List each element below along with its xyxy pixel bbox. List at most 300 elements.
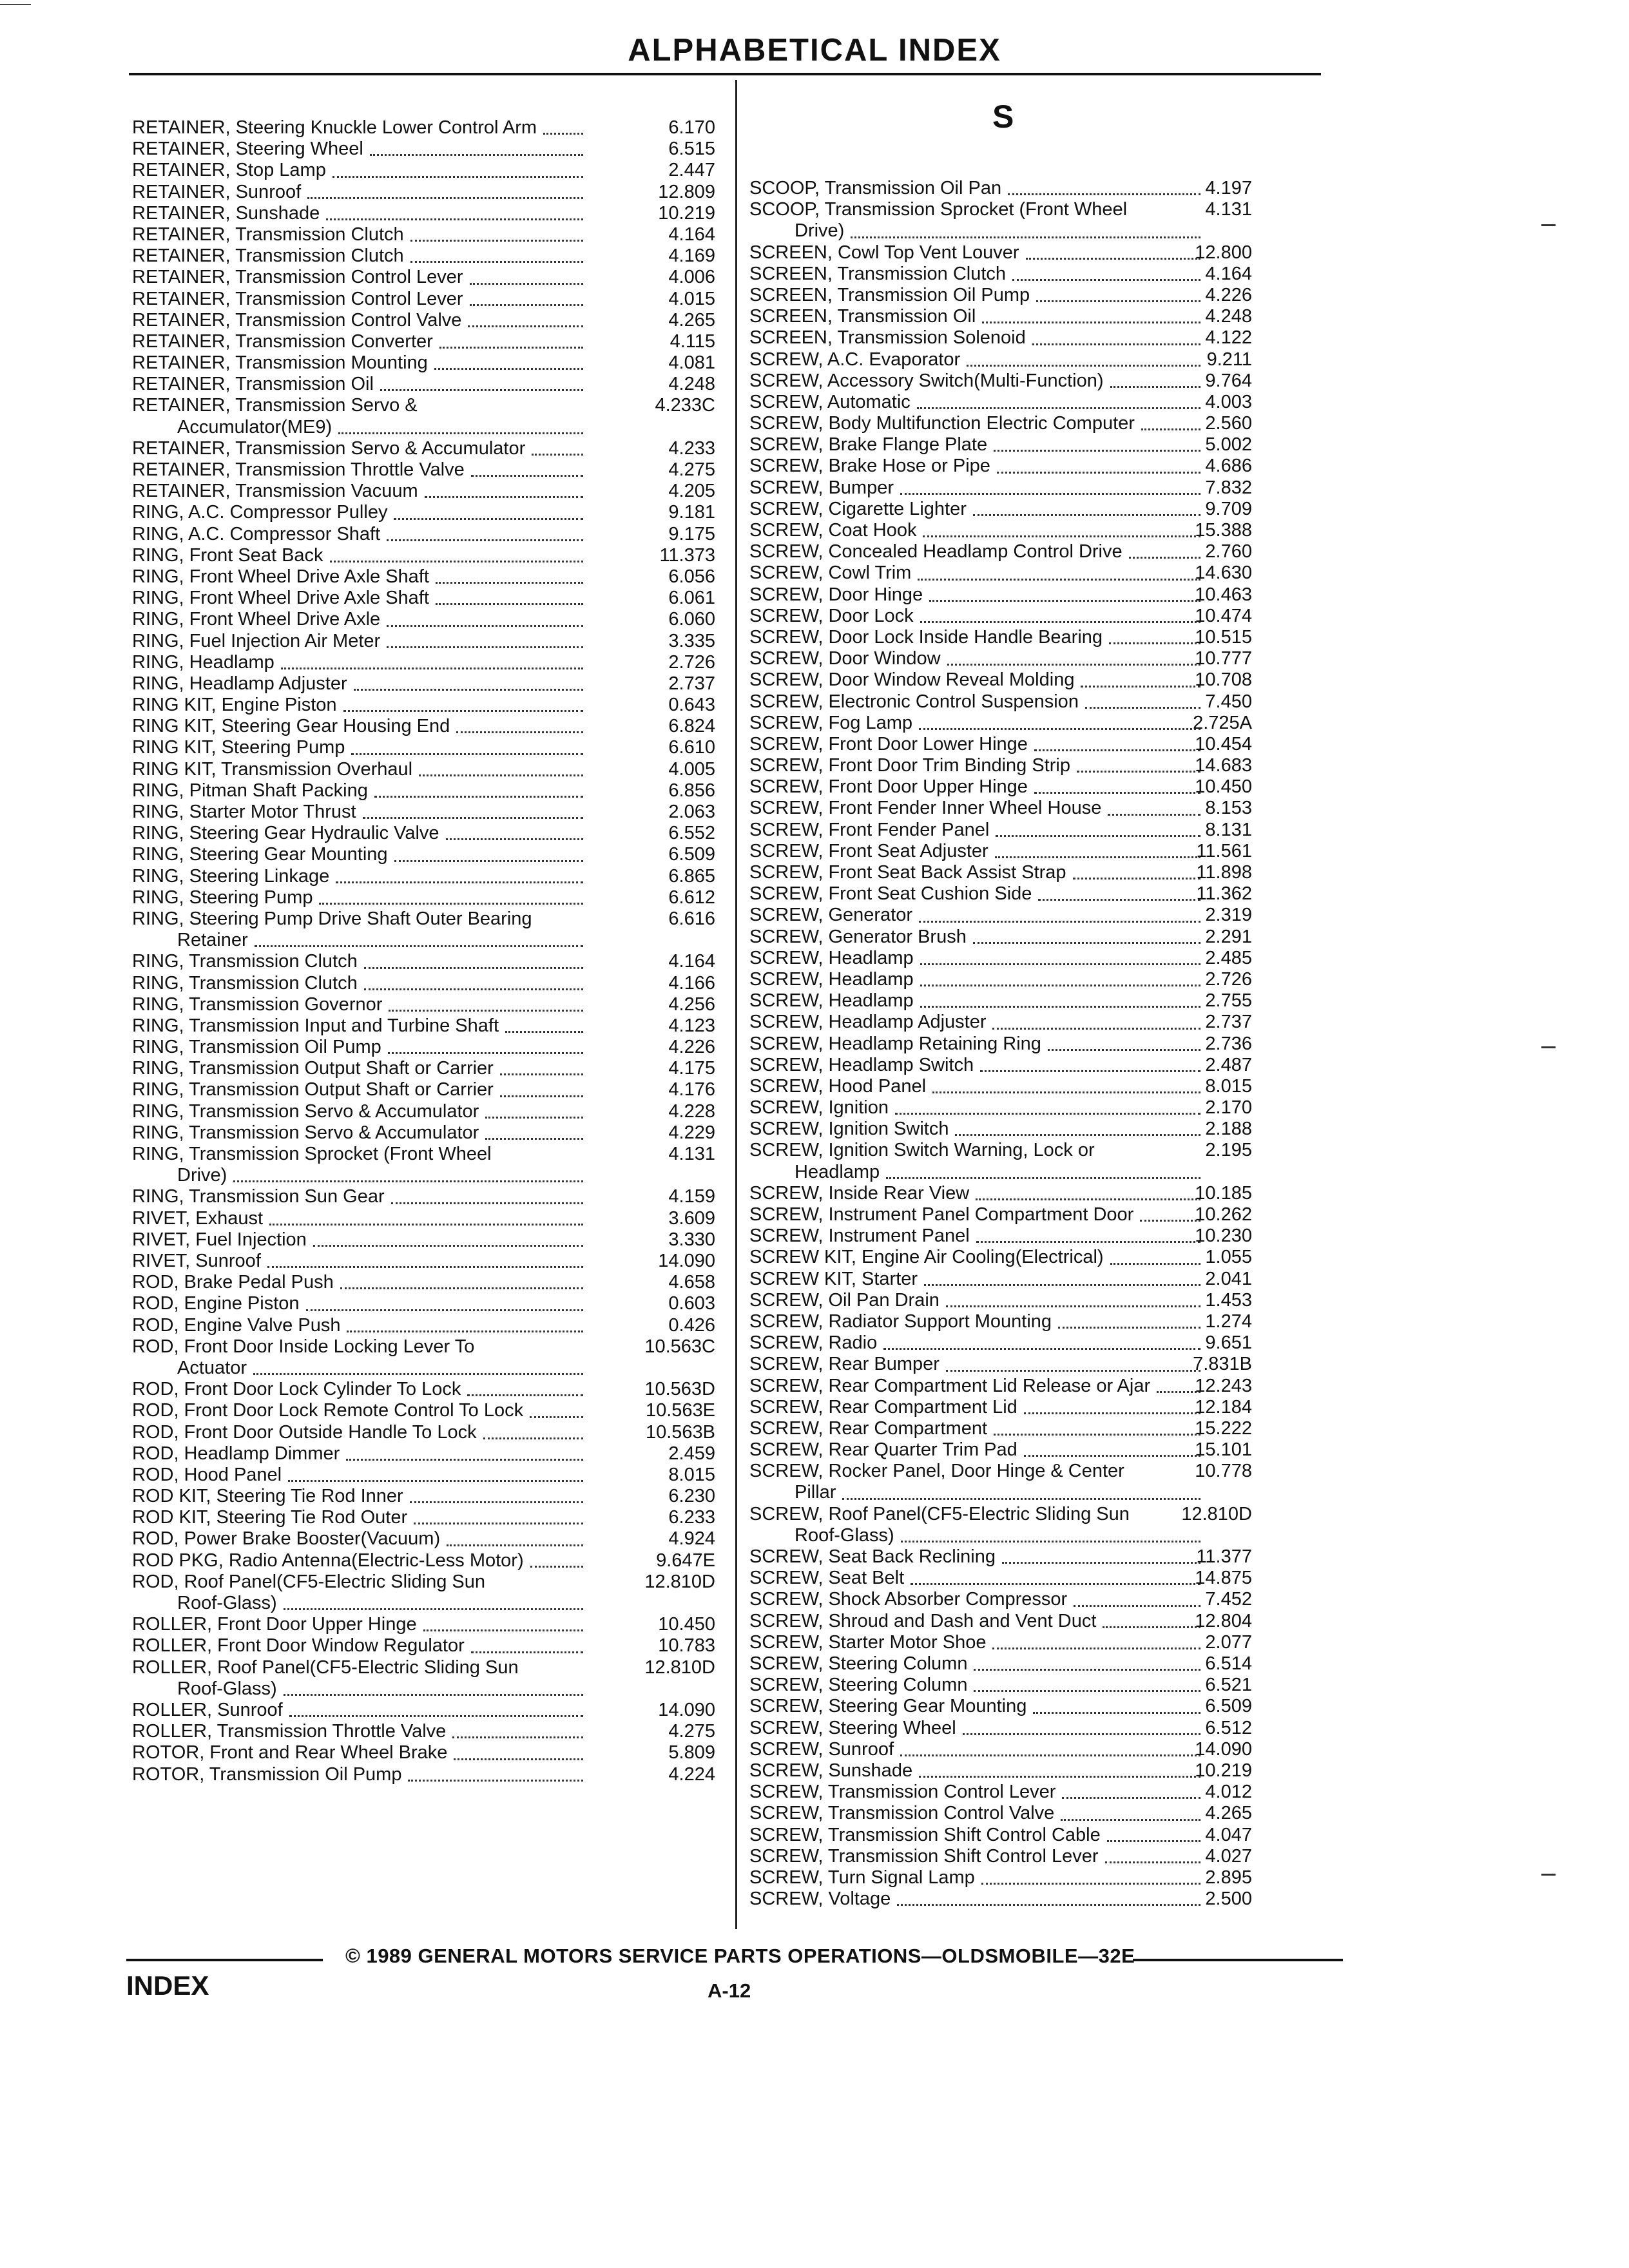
entry-page-number: 15.388 [1195,520,1252,541]
index-entry [749,1782,1252,1803]
entry-page-number: 2.736 [1205,1033,1252,1054]
entry-page-number: 4.229 [668,1122,715,1143]
entry-page-number: 6.233 [668,1507,715,1528]
dot-leader [288,1480,583,1482]
entry-page-number: 0.426 [668,1314,715,1336]
index-entry [132,160,718,181]
dot-leader [387,539,583,541]
index-entry [749,306,1252,327]
dot-leader [485,1117,583,1119]
dot-leader [340,1287,583,1289]
entry-label: SCREW, Front Door Upper Hinge [749,776,1028,798]
index-entry [749,1803,1252,1824]
entry-label: RING, Transmission Oil Pump [132,1037,381,1058]
entry-label: SCREW, Instrument Panel Compartment Door [749,1204,1134,1225]
entry-page-number: 9.764 [1205,370,1252,391]
dot-leader [992,1028,1200,1030]
entry-page-number: 8.131 [1205,819,1252,840]
entry-page-number: 4.169 [668,245,715,267]
index-entry [749,969,1252,990]
entry-page-number: 6.509 [668,844,715,865]
index-entry [132,1422,718,1443]
entry-label: SCREW, Bumper [749,477,894,498]
entry-label: RETAINER, Transmission Clutch [132,245,404,267]
entry-label: SCREW, Turn Signal Lamp [749,1867,975,1888]
entry-label-continuation: Headlamp [795,1161,880,1182]
entry-label: RING, A.C. Compressor Shaft [132,523,381,544]
entry-label: RING, Transmission Input and Turbine Shaft [132,1015,499,1036]
dot-leader [973,942,1200,944]
entry-page-number: 2.755 [1205,990,1252,1012]
entry-page-number: 14.090 [1195,1738,1252,1760]
entry-page-number: 10.563E [645,1400,715,1421]
entry-label: ROD, Front Door Lock Cylinder To Lock [132,1379,461,1400]
entry-label: RETAINER, Transmission Control Lever [132,288,463,309]
index-entry [132,951,718,972]
dot-leader [419,774,583,776]
entry-label: ROD, Roof Panel(CF5-Electric Sliding Sun [132,1571,485,1592]
dot-leader [994,450,1200,452]
dot-leader [363,817,583,819]
entry-label: RING KIT, Steering Gear Housing End [132,716,450,737]
dot-leader [471,1651,583,1653]
dot-leader [842,1498,1200,1500]
entry-page-number: 10.185 [1195,1182,1252,1204]
index-entry [749,541,1252,562]
index-entry [749,669,1252,691]
index-entry [749,1888,1252,1910]
entry-page-number: 11.898 [1196,862,1252,883]
entry-label: SCREW, Shock Absorber Compressor [749,1589,1068,1610]
entry-page-number: 10.450 [1195,776,1252,798]
entry-page-number: 6.824 [668,716,715,737]
entry-label: SCREW, Transmission Control Valve [749,1803,1055,1824]
index-entry [132,1186,718,1207]
entry-label: SCOOP, Transmission Oil Pan [749,178,1002,198]
entry-page-number: 10.262 [1195,1204,1252,1225]
index-entry [132,1550,718,1571]
entry-label: SCREW, Radio [749,1332,878,1354]
entry-page-number: 10.219 [658,202,715,224]
right-index-column [749,178,1252,1910]
index-entry [749,606,1252,627]
dot-leader [900,1754,1200,1756]
entry-page-number: 6.061 [668,588,715,609]
entry-label: SCREW, Door Lock [749,605,914,626]
index-entry [132,994,718,1015]
entry-label: SCREW, Steering Wheel [749,1717,956,1738]
entry-label: RING KIT, Steering Pump [132,737,345,758]
dot-leader [233,1180,583,1182]
entry-page-number: 4.166 [668,972,715,994]
entry-label: RING, Transmission Output Shaft or Carrier [132,1079,494,1100]
index-entry [749,1140,1252,1182]
dot-leader [967,365,1200,367]
index-entry [132,1764,718,1785]
entry-page-number: 6.552 [668,823,715,844]
left-index-column [132,117,718,1785]
index-entry [132,1293,718,1314]
dot-leader [485,1138,583,1140]
index-entry [132,1742,718,1763]
entry-page-number: 10.778 [1195,1461,1252,1482]
entry-label: RING, Steering Pump Drive Shaft Outer Bearing [132,908,532,929]
dot-leader [996,835,1200,837]
dot-leader [901,1541,1200,1542]
entry-page-number: 10.463 [1195,584,1252,605]
entry-label: SCREW, Front Seat Cushion Side [749,883,1032,905]
entry-page-number: 2.725A [1193,712,1252,733]
entry-label: SCREW, Door Window [749,648,941,669]
entry-label: SCREEN, Transmission Solenoid [749,327,1026,349]
entry-label: SCREW, Inside Rear View [749,1182,970,1204]
index-entry [132,1657,718,1700]
dot-leader [982,322,1200,323]
dot-leader [532,454,583,456]
dot-leader [1002,1562,1200,1564]
entry-label: SCREW, Brake Flange Plate [749,434,988,456]
index-entry [132,1144,718,1186]
index-entry [132,1400,718,1421]
index-entry [749,1568,1252,1589]
entry-page-number: 12.184 [1195,1396,1252,1418]
entry-page-number: 4.176 [668,1079,715,1100]
entry-label: ROTOR, Transmission Oil Pump [132,1763,402,1785]
entry-page-number: 4.233 [668,437,715,459]
entry-page-number: 8.015 [668,1464,715,1485]
entry-label-continuation: Pillar [795,1482,836,1503]
index-entry [749,713,1252,734]
entry-label: RING, Steering Linkage [132,865,330,887]
entry-label: SCREW, Front Door Lower Hinge [749,733,1028,754]
index-entry [749,1269,1252,1290]
entry-label: SCREW, Generator Brush [749,926,967,947]
dot-leader [414,1523,583,1524]
entry-label: SCREEN, Cowl Top Vent Louver [749,242,1019,263]
dot-leader [883,1348,1200,1350]
entry-label-continuation: Roof-Glass) [795,1524,894,1546]
index-entry [749,1225,1252,1247]
entry-label: SCREW, Automatic [749,391,911,412]
margin-mark [1541,1874,1556,1876]
index-entry [132,652,718,673]
entry-label: SCREW KIT, Starter [749,1268,918,1289]
entry-page-number: 10.777 [1195,648,1252,669]
entry-label: SCREEN, Transmission Oil [749,306,976,327]
entry-label: RING, Front Wheel Drive Axle Shaft [132,566,429,587]
entry-label: RIVET, Sunroof [132,1250,261,1271]
entry-label: SCREW, Door Lock Inside Handle Bearing [749,626,1103,648]
dot-leader [923,535,1200,537]
index-entry [749,1546,1252,1568]
entry-page-number: 10.515 [1195,626,1252,648]
dot-leader [947,664,1200,666]
footer-copyright: © 1989 GENERAL MOTORS SERVICE PARTS OPERATIONS—OLDSMOBILE—32E [345,1945,1135,1967]
index-entry [132,310,718,331]
index-entry [749,434,1252,456]
entry-label: RETAINER, Steering Wheel [132,139,363,160]
index-entry [132,224,718,245]
entry-label: SCREW, Headlamp [749,990,914,1012]
dot-leader [425,496,583,498]
entry-label-continuation: Drive) [795,220,845,242]
entry-label: SCREW, Rear Compartment [749,1418,988,1439]
entry-label: ROD, Front Door Inside Locking Lever To [132,1336,475,1357]
dot-leader [995,856,1200,858]
index-entry [132,673,718,695]
dot-leader [284,1694,583,1696]
index-entry [132,1015,718,1037]
entry-page-number: 2.195 [1205,1140,1252,1161]
entry-label: SCREW, Accessory Switch(Multi-Function) [749,370,1104,391]
index-entry [749,499,1252,520]
entry-label: ROD, Hood Panel [132,1464,282,1485]
entry-label: RING, Starter Motor Thrust [132,802,356,823]
entry-page-number: 6.515 [668,139,715,160]
index-entry [749,477,1252,499]
index-entry [749,1867,1252,1888]
entry-page-number: 4.159 [668,1186,715,1207]
section-letter: S [992,99,1014,135]
index-entry [132,289,718,310]
entry-label: SCREW, Instrument Panel [749,1225,970,1247]
index-entry [749,1461,1252,1503]
entry-page-number: 12.810D [1181,1503,1252,1524]
entry-label: RING, Transmission Servo & Accumulator [132,1122,479,1143]
index-entry [749,1504,1252,1546]
index-entry [132,1507,718,1528]
index-entry [132,1614,718,1635]
index-entry [132,438,718,459]
dot-leader [992,1648,1200,1649]
index-entry [749,1718,1252,1739]
entry-label: SCREEN, Transmission Clutch [749,263,1007,284]
dot-leader [1024,1412,1200,1414]
index-entry [132,117,718,139]
index-entry [132,1251,718,1272]
entry-label: RETAINER, Transmission Oil [132,374,374,395]
dot-leader [483,1437,583,1439]
entry-label: SCREW, Steering Column [749,1653,968,1674]
entry-page-number: 2.485 [1205,947,1252,968]
entry-label: RETAINER, Transmission Throttle Valve [132,459,465,481]
entry-page-number: 6.056 [668,566,715,587]
entry-label: SCREW, Transmission Control Lever [749,1782,1056,1803]
entry-page-number: 7.452 [1205,1589,1252,1610]
entry-page-number: 2.737 [668,673,715,694]
dot-leader [919,728,1200,730]
index-entry [132,1336,718,1379]
entry-label: RING, Transmission Output Shaft or Carrier [132,1058,494,1079]
dot-leader [920,963,1200,965]
entry-label: RETAINER, Transmission Clutch [132,224,404,245]
entry-page-number: 14.090 [658,1699,715,1720]
entry-page-number: 4.003 [1205,391,1252,412]
dot-leader [446,838,583,840]
entry-label: SCREW, Headlamp [749,947,914,968]
dot-leader [924,1284,1200,1286]
entry-page-number: 1.274 [1205,1311,1252,1332]
entry-label: RING, Transmission Sun Gear [132,1186,385,1207]
entry-label: ROD, Brake Pedal Push [132,1272,334,1293]
index-entry [132,631,718,652]
entry-page-number: 4.233C [655,395,715,416]
dot-leader [336,881,583,883]
entry-page-number: 10.563D [644,1379,715,1400]
entry-page-number: 4.027 [1205,1845,1252,1867]
entry-label: ROLLER, Front Door Window Regulator [132,1635,465,1657]
entry-page-number: 3.335 [668,630,715,651]
entry-label: ROLLER, Sunroof [132,1699,283,1720]
entry-label: RING, Transmission Servo & Accumulator [132,1100,479,1122]
entry-page-number: 8.015 [1205,1075,1252,1097]
dot-leader [343,710,583,712]
index-entry [749,1418,1252,1439]
dot-leader [470,283,583,285]
index-entry [749,1696,1252,1717]
entry-page-number: 9.647E [656,1550,715,1571]
entry-label: SCREW, A.C. Evaporator [749,349,961,370]
index-entry [749,776,1252,798]
index-entry [749,648,1252,669]
dot-leader [918,579,1200,581]
dot-leader [976,1241,1200,1243]
index-entry [132,737,718,758]
index-entry [132,1700,718,1721]
index-entry [132,780,718,802]
entry-page-number: 2.726 [1205,968,1252,990]
entry-page-number: 5.809 [668,1742,715,1763]
entry-label: RING KIT, Transmission Overhaul [132,758,413,780]
entry-label: SCREEN, Transmission Oil Pump [749,284,1030,305]
entry-page-number: 10.230 [1195,1225,1252,1247]
entry-label: RETAINER, Transmission Control Valve [132,309,462,331]
dot-leader [920,985,1200,986]
dot-leader [267,1266,583,1268]
index-entry [749,285,1252,306]
index-entry [132,245,718,267]
index-entry [749,627,1252,648]
entry-label: SCREW, Transmission Shift Control Lever [749,1845,1099,1867]
entry-label: SCREW, Rocker Panel, Door Hinge & Center [749,1461,1124,1482]
entry-label: RING, Transmission Clutch [132,972,358,994]
dot-leader [410,261,583,263]
index-entry [132,716,718,737]
dot-leader [289,1715,583,1717]
entry-page-number: 4.164 [668,951,715,972]
dot-leader [932,1091,1200,1093]
entry-label: RETAINER, Transmission Vacuum [132,481,418,502]
entry-page-number: 4.224 [668,1763,715,1785]
dot-leader [897,1904,1200,1906]
entry-page-number: 15.222 [1195,1418,1252,1439]
index-entry [749,1204,1252,1225]
entry-label: SCREW, Generator [749,905,913,926]
entry-page-number: 2.737 [1205,1012,1252,1033]
dot-leader [973,514,1200,516]
entry-page-number: 11.377 [1196,1546,1252,1568]
entry-label-continuation: Retainer [177,930,248,951]
index-entry [132,1465,718,1486]
index-entry [132,182,718,203]
dot-leader [911,1583,1200,1585]
entry-label: SCREW, Coat Hook [749,520,917,541]
entry-page-number: 14.090 [658,1250,715,1271]
entry-page-number: 4.256 [668,994,715,1015]
entry-label: RING, Steering Gear Hydraulic Valve [132,823,439,844]
entry-label: SCREW, Brake Hose or Pipe [749,456,990,477]
entry-label: ROLLER, Front Door Upper Hinge [132,1614,417,1635]
index-entry [749,1290,1252,1311]
dot-leader [306,1309,583,1311]
title-rule [129,73,1321,75]
index-entry [132,1079,718,1100]
dot-leader [1024,1455,1200,1457]
entry-label: SCREW, Steering Gear Mounting [749,1696,1027,1717]
dot-leader [929,600,1200,602]
index-entry [132,1208,718,1229]
index-entry [749,1055,1252,1076]
entry-label: RING, Front Wheel Drive Axle [132,609,381,630]
entry-label: ROD, Headlamp Dimmer [132,1443,340,1464]
entry-page-number: 10.474 [1195,605,1252,626]
index-entry [749,734,1252,755]
entry-page-number: 1.055 [1205,1247,1252,1268]
dot-leader [447,1544,583,1546]
entry-page-number: 2.291 [1205,926,1252,947]
entry-label: SCREW, Ignition Switch [749,1119,949,1140]
dot-leader [389,1010,583,1012]
dot-leader [920,621,1200,623]
entry-page-number: 2.319 [1205,905,1252,926]
entry-page-number: 9.709 [1205,498,1252,519]
entry-page-number: 4.015 [668,288,715,309]
entry-page-number: 14.630 [1195,562,1252,584]
entry-label: RING, Headlamp [132,651,275,673]
dot-leader [994,1434,1200,1436]
entry-page-number: 0.643 [668,695,715,716]
entry-page-number: 11.373 [659,544,715,566]
dot-leader [388,1052,583,1054]
entry-page-number: 6.509 [1205,1696,1252,1717]
index-entry [132,802,718,823]
entry-page-number: 2.459 [668,1443,715,1464]
entry-page-number: 14.875 [1195,1568,1252,1589]
entry-label: SCREW, Body Multifunction Electric Computer [749,413,1135,434]
dot-leader [319,903,583,905]
entry-page-number: 10.454 [1195,733,1252,754]
entry-page-number: 12.809 [658,181,715,202]
entry-label: ROD KIT, Steering Tie Rod Outer [132,1507,408,1528]
index-entry [132,481,718,502]
index-entry [132,203,718,224]
index-entry [132,973,718,994]
index-entry [749,562,1252,584]
index-entry [132,1101,718,1122]
entry-label: ROTOR, Front and Rear Wheel Brake [132,1742,448,1763]
entry-label: SCREW, Headlamp Switch [749,1054,974,1075]
entry-page-number: 1.453 [1205,1289,1252,1311]
dot-leader [364,967,583,969]
entry-label: SCREW, Headlamp [749,968,914,990]
entry-label: SCREW KIT, Engine Air Cooling(Electrical) [749,1247,1104,1268]
entry-label: SCREW, Concealed Headlamp Control Drive [749,541,1123,562]
dot-leader [500,1095,583,1097]
entry-page-number: 4.248 [1205,306,1252,327]
entry-label: SCREW, Steering Column [749,1675,968,1696]
index-entry [132,588,718,609]
entry-page-number: 2.895 [1205,1867,1252,1888]
